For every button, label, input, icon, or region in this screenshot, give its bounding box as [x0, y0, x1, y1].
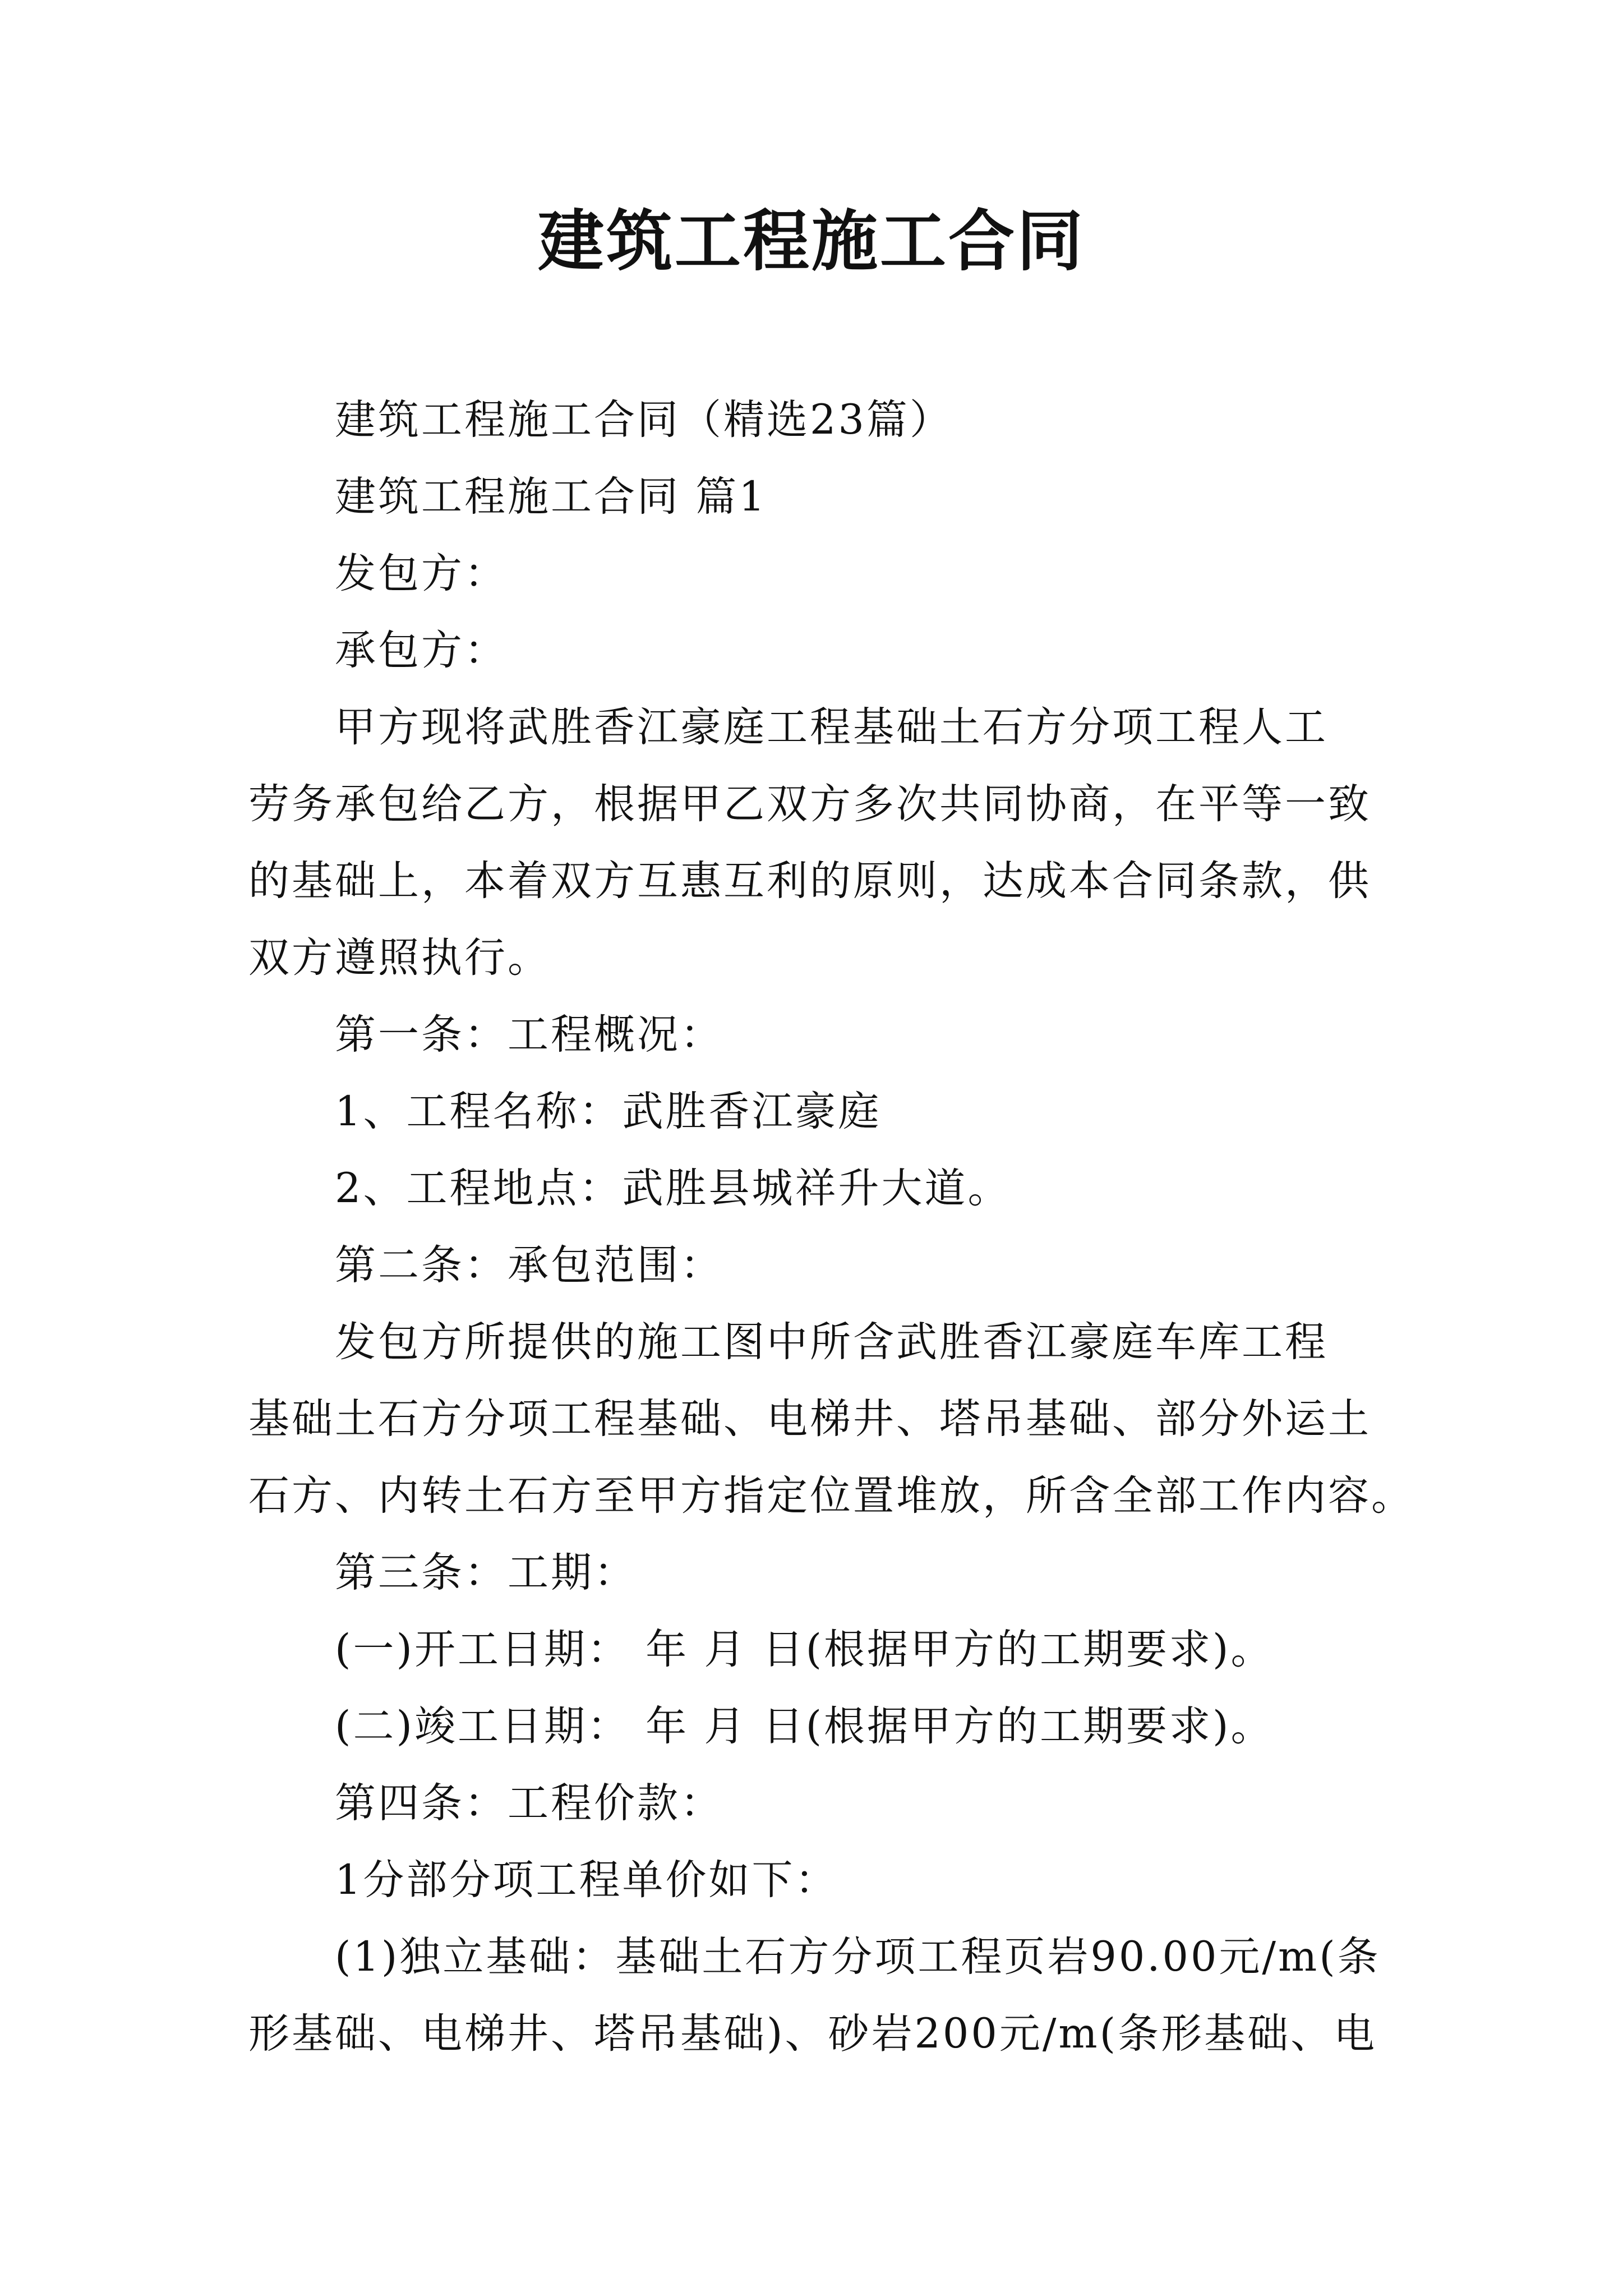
document-line: 基础土石方分项工程基础、电梯井、塔吊基础、部分外运土 — [248, 1395, 1371, 1443]
document-line: (1)独立基础：基础土石方分项工程页岩90.00元/m(条 — [335, 1933, 1381, 1981]
document-body — [248, 381, 1414, 2072]
document-line: 第四条：工程价款： — [335, 1779, 723, 1827]
document-title: 建筑工程施工合同 — [537, 202, 1085, 280]
document-line: 第一条：工程概况： — [335, 1011, 723, 1059]
document-line: 2、工程地点：武胜县城祥升大道。 — [335, 1165, 1011, 1212]
document-line: 1分部分项工程单价如下： — [335, 1856, 838, 1904]
document-line: 甲方现将武胜香江豪庭工程基础土石方分项工程人工 — [335, 703, 1328, 751]
document-line: 双方遵照执行。 — [248, 934, 551, 982]
document-line: 形基础、电梯井、塔吊基础)、砂岩200元/m(条形基础、电 — [248, 2010, 1377, 2058]
document-line: 劳务承包给乙方，根据甲乙双方多次共同协商，在平等一致 — [248, 780, 1371, 828]
document-line: 建筑工程施工合同 篇1 — [335, 473, 767, 521]
document-line: 石方、内转土石方至甲方指定位置堆放，所含全部工作内容。 — [248, 1472, 1414, 1520]
document-line: (二)竣工日期： 年 月 日(根据甲方的工期要求)。 — [335, 1703, 1274, 1750]
document-line: 的基础上，本着双方互惠互利的原则，达成本合同条款，供 — [248, 857, 1371, 905]
document-line: 发包方所提供的施工图中所含武胜香江豪庭车库工程 — [335, 1318, 1328, 1366]
document-line: 第三条：工期： — [335, 1549, 637, 1596]
document-line: 发包方： — [335, 550, 508, 597]
document-line: 1、工程名称：武胜香江豪庭 — [335, 1088, 882, 1135]
document-line: 第二条：承包范围： — [335, 1241, 723, 1289]
document-line: (一)开工日期： 年 月 日(根据甲方的工期要求)。 — [335, 1626, 1274, 1673]
document-line: 承包方： — [335, 627, 508, 674]
document-line: 建筑工程施工合同（精选23篇） — [335, 396, 953, 444]
